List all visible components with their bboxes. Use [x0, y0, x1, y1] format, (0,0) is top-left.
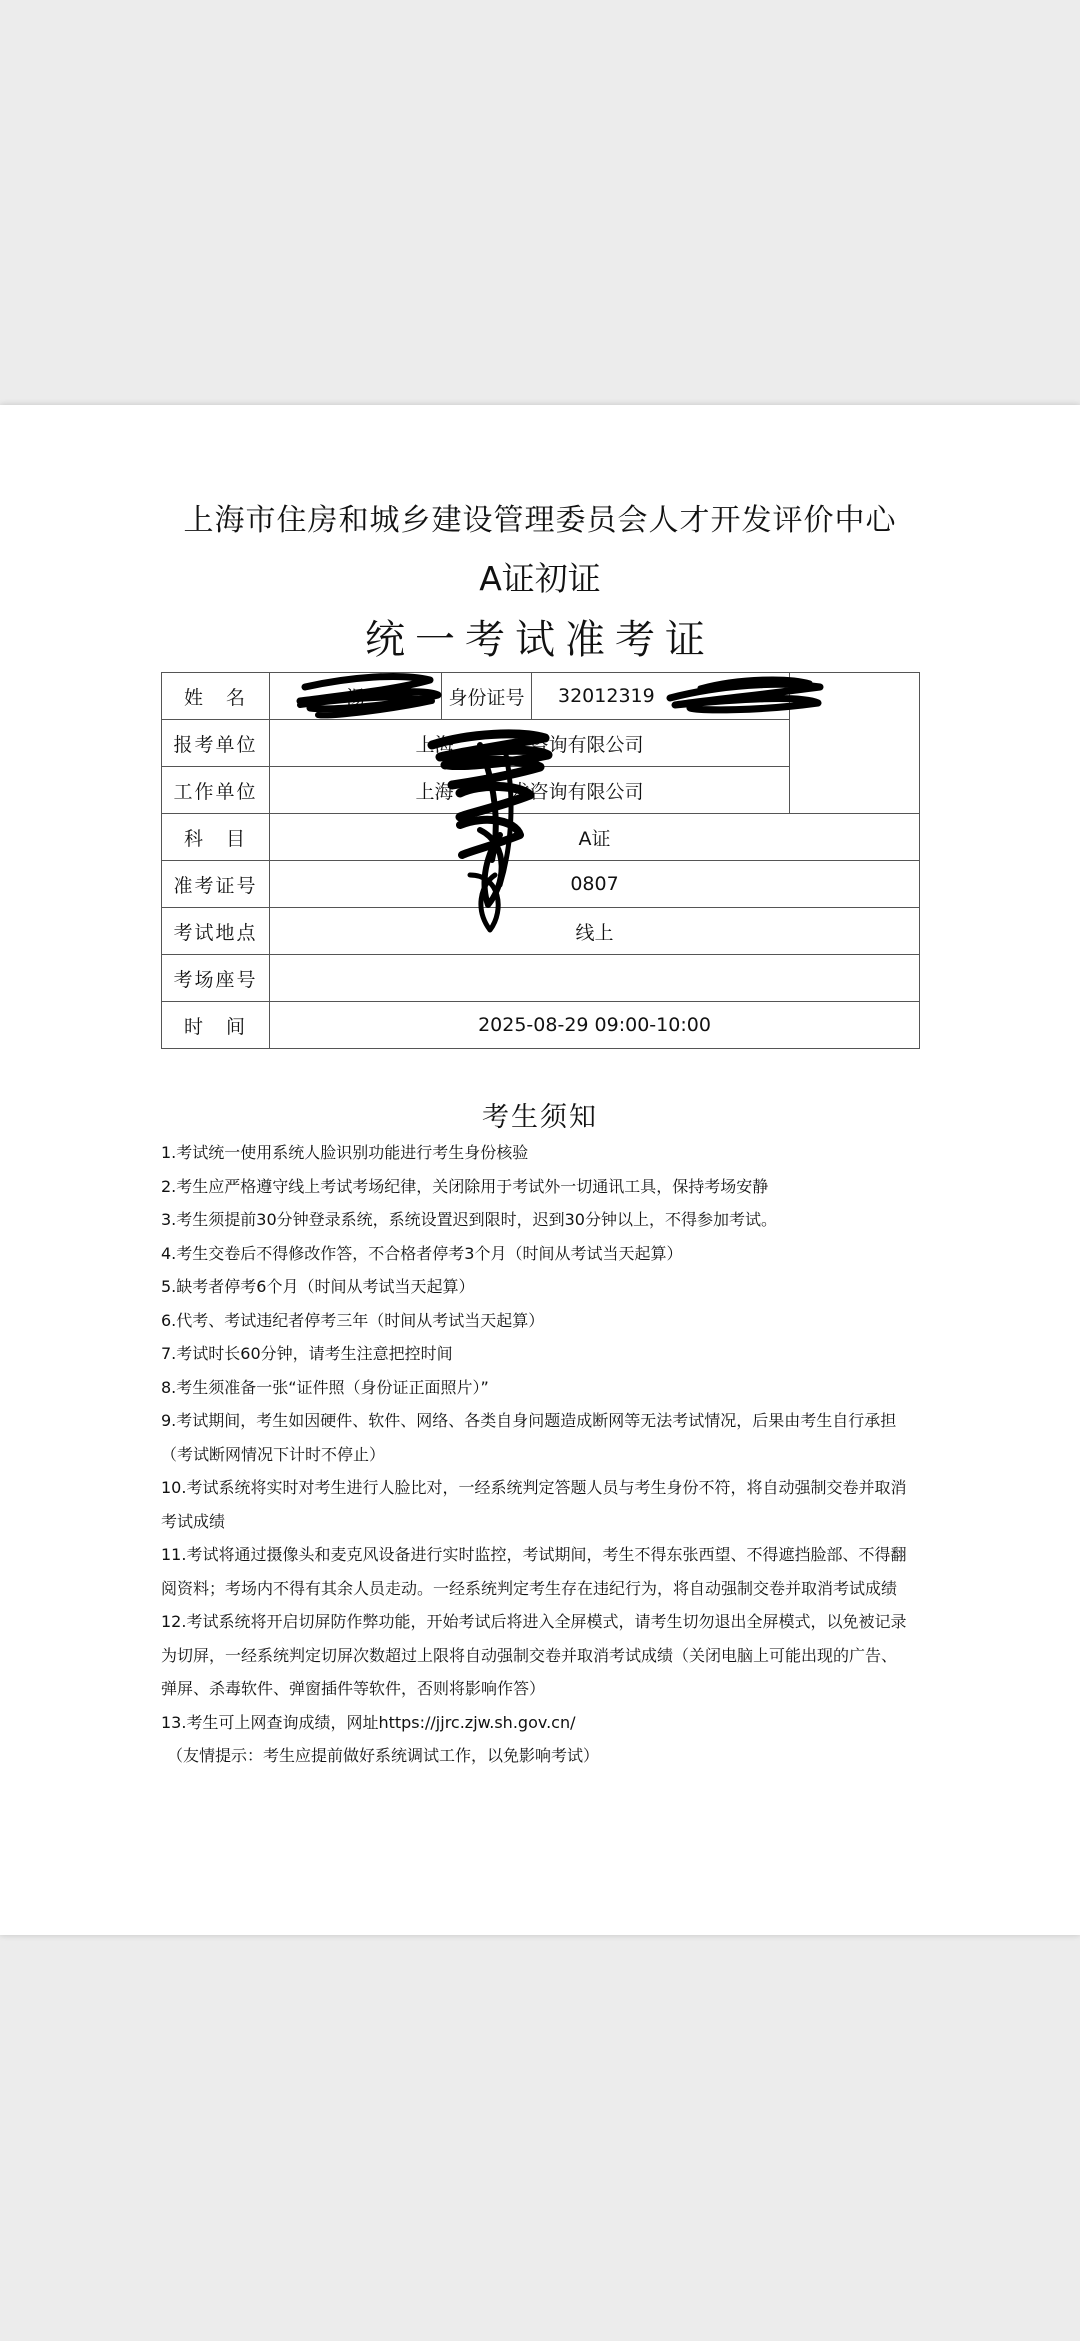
list-item: 6.代考、考试违纪者停考三年（时间从考试当天起算） — [161, 1310, 545, 1330]
page-title: 统一考试准考证 — [365, 617, 715, 663]
list-item: （友情提示：考生应提前做好系统调试工作，以免影响考试） — [167, 1746, 600, 1765]
candidate-info-table — [161, 672, 920, 1049]
work-unit-label: 工作单位 — [162, 767, 270, 814]
list-item: 13.考生可上网查询成绩，网址https://jjrc.zjw.sh.gov.cn/ — [161, 1712, 576, 1732]
registration-unit-value: 上海 咨询有限公司 — [270, 720, 790, 767]
list-item: 弹屏、杀毒软件、弹窗插件等软件，否则将影响作答） — [161, 1679, 546, 1698]
list-item: 9.考试期间，考生如因硬件、软件、网络、各类自身问题造成断网等无法考试情况，后果由考生自行承担 — [161, 1411, 897, 1430]
exam-time-label: 时 间 — [162, 1002, 270, 1049]
ticket-number-label: 准考证号 — [162, 861, 270, 908]
list-item: 1.考试统一使用系统人脸识别功能进行考生身份核验 — [161, 1143, 529, 1162]
notice-list — [161, 1136, 929, 1773]
seat-number-value — [270, 955, 920, 1002]
table-row — [162, 908, 920, 955]
table-row — [162, 814, 920, 861]
subject-value: A证 — [270, 814, 920, 861]
photo-cell — [790, 673, 920, 814]
exam-location-value: 线上 — [270, 908, 920, 955]
list-item: 12.考试系统将开启切屏防作弊功能，开始考试后将进入全屏模式，请考生切勿退出全屏模式，以免被记录 — [161, 1612, 907, 1631]
subject-label: 科 目 — [162, 814, 270, 861]
table-row — [162, 861, 920, 908]
id-number-value: 32012319 — [532, 673, 790, 720]
table-row — [162, 673, 920, 720]
list-item: 为切屏，一经系统判定切屏次数超过上限将自动强制交卷并取消考试成绩（关闭电脑上可能出现的广告、 — [161, 1645, 898, 1665]
list-item: 5.缺考者停考6个月（时间从考试当天起算） — [161, 1277, 475, 1296]
ticket-number-value: 0807 — [270, 861, 920, 908]
registration-unit-label: 报考单位 — [162, 720, 270, 767]
list-item: 考试成绩 — [161, 1511, 226, 1531]
table-row — [162, 1002, 920, 1049]
list-item: 8.考生须准备一张“证件照（身份证正面照片）” — [161, 1377, 489, 1397]
notice-title: 考生须知 — [482, 1102, 598, 1133]
exam-location-label: 考试地点 — [162, 908, 270, 955]
exam-ticket-page — [0, 405, 1080, 1935]
certificate-type-title: A证初证 — [479, 559, 601, 598]
seat-number-label: 考场座号 — [162, 955, 270, 1002]
table-row — [162, 955, 920, 1002]
list-item: 2.考生应严格遵守线上考试考场纪律，关闭除用于考试外一切通讯工具，保持考场安静 — [161, 1176, 769, 1196]
list-item: 11.考试将通过摄像头和麦克风设备进行实时监控，考试期间，考生不得东张西望、不得遮挡脸部、不得翻 — [161, 1545, 907, 1564]
organization-title: 上海市住房和城乡建设管理委员会人才开发评价中心 — [183, 503, 897, 538]
id-number-label: 身份证号 — [442, 673, 532, 720]
list-item: 3.考生须提前30分钟登录系统，系统设置迟到限时，迟到30分钟以上，不得参加考试。 — [161, 1210, 777, 1229]
list-item: 4.考生交卷后不得修改作答，不合格者停考3个月（时间从考试当天起算） — [161, 1243, 683, 1263]
list-item: （考试断网情况下计时不停止） — [161, 1444, 386, 1464]
list-item: 阅资料；考场内不得有其余人员走动。一经系统判定考生存在违纪行为，将自动强制交卷并取消考试成绩 — [161, 1578, 898, 1598]
work-unit-value: 上海 术咨询有限公司 — [270, 767, 790, 814]
exam-time-value: 2025-08-29 09:00-10:00 — [270, 1002, 920, 1049]
list-item: 7.考试时长60分钟，请考生注意把控时间 — [161, 1344, 453, 1363]
name-label: 姓 名 — [162, 673, 270, 720]
name-value: 湯 — [270, 673, 442, 720]
list-item: 10.考试系统将实时对考生进行人脸比对，一经系统判定答题人员与考生身份不符，将自动强制交卷并取消 — [161, 1478, 907, 1497]
